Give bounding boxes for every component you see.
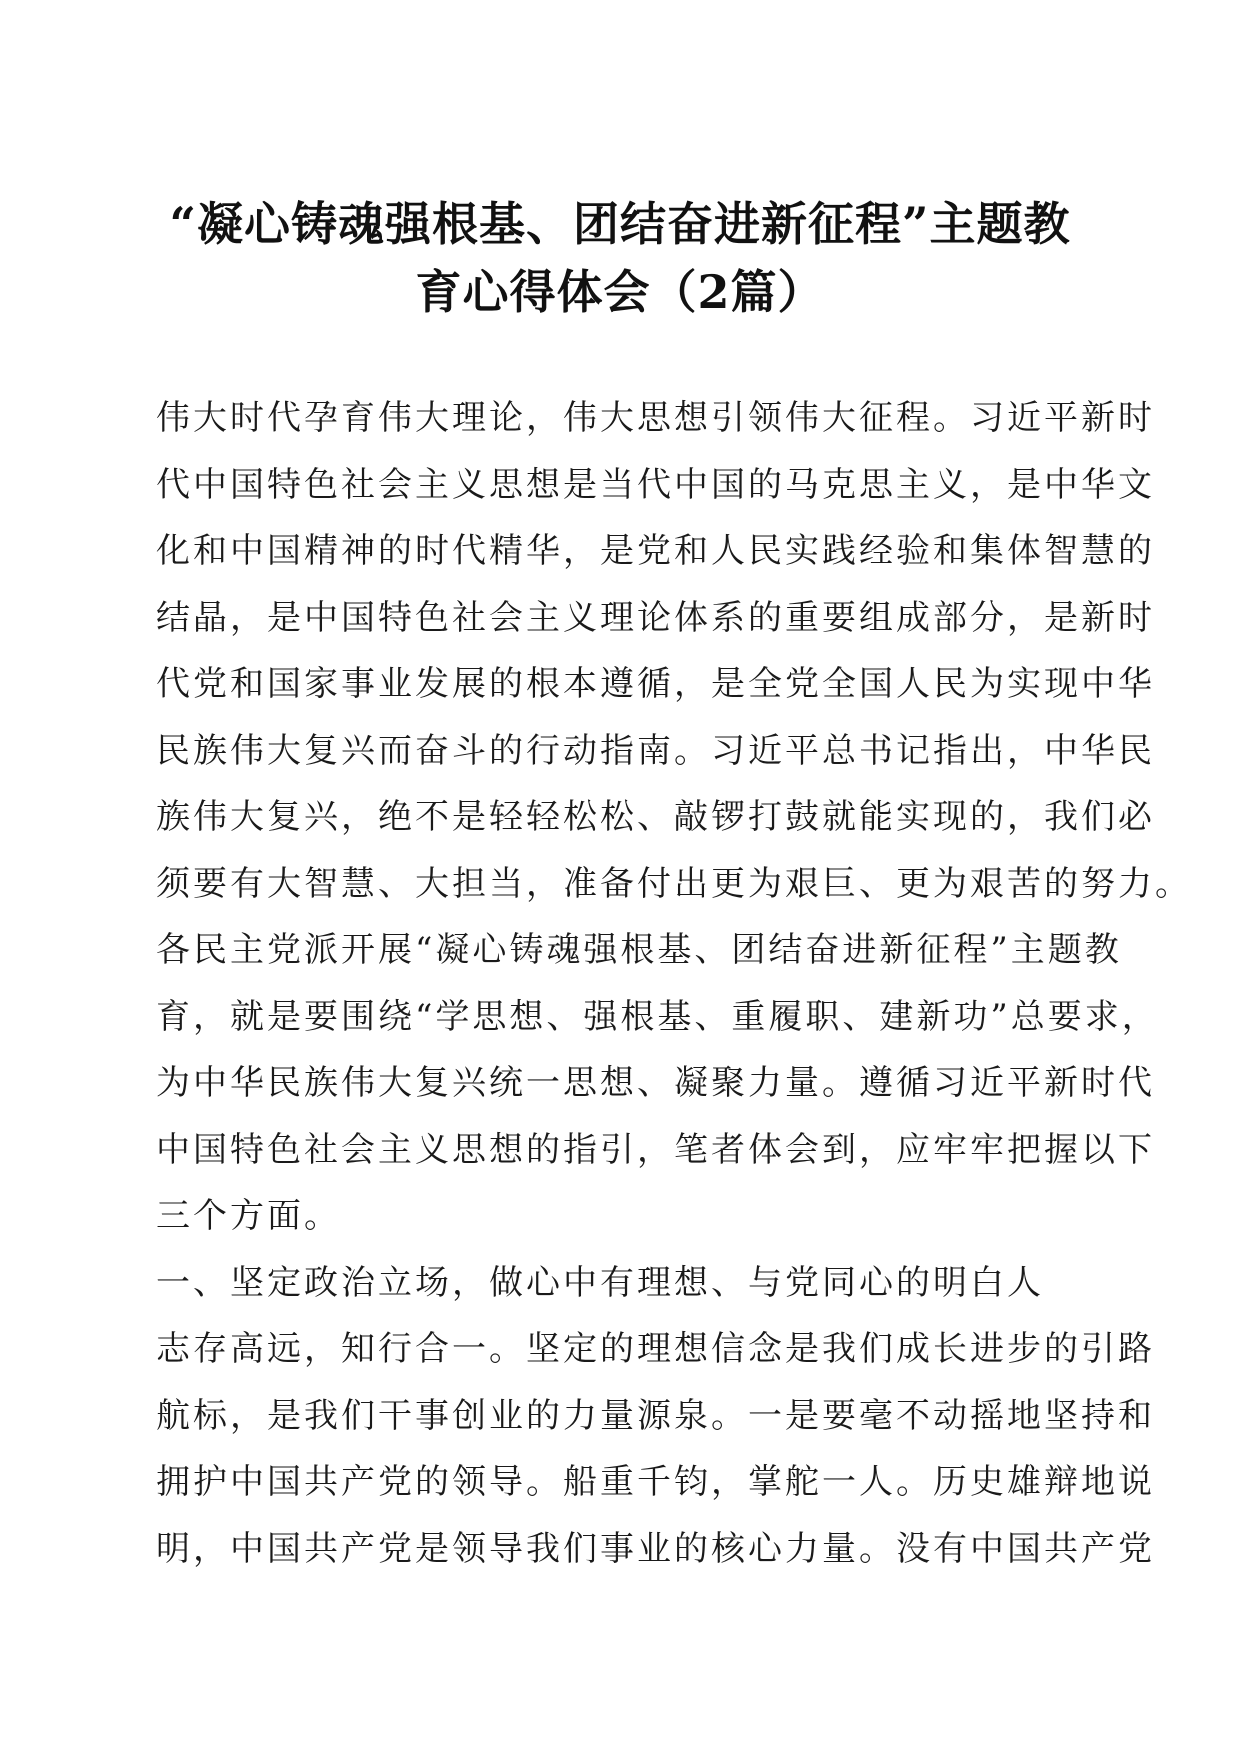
body-line: 结晶，是中国特色社会主义理论体系的重要组成部分，是新时 xyxy=(156,597,1155,638)
body-line: 各民主党派开展“凝心铸魂强根基、团结奋进新征程”主题教 xyxy=(156,930,1122,970)
body-line: 化和中国精神的时代精华，是党和人民实践经验和集体智慧的 xyxy=(156,531,1155,571)
body-line: 明，中国共产党是领导我们事业的核心力量。没有中国共产党 xyxy=(156,1528,1155,1569)
body-line: 代党和国家事业发展的根本遵循，是全党全国人民为实现中华 xyxy=(156,664,1155,704)
body-line: 民族伟大复兴而奋斗的行动指南。习近平总书记指出，中华民 xyxy=(156,730,1155,771)
document-title xyxy=(150,190,1090,326)
body-line: 三个方面。 xyxy=(156,1196,341,1236)
body-line: 拥护中国共产党的领导。船重千钧，掌舵一人。历史雄辩地说 xyxy=(156,1462,1155,1502)
body-line: 志存高远，知行合一。坚定的理想信念是我们成长进步的引路 xyxy=(156,1329,1155,1369)
body-line: 代中国特色社会主义思想是当代中国的马克思主义，是中华文 xyxy=(156,464,1155,505)
body-line: 伟大时代孕育伟大理论，伟大思想引领伟大征程。习近平新时 xyxy=(156,398,1155,438)
body-line: 须要有大智慧、大担当，准备付出更为艰巨、更为艰苦的努力。 xyxy=(156,863,1192,904)
body-line: 族伟大复兴，绝不是轻轻松松、敲锣打鼓就能实现的，我们必 xyxy=(156,797,1155,837)
section-heading: 一、坚定政治立场，做心中有理想、与党同心的明白人 xyxy=(156,1262,1044,1303)
body-line: 航标，是我们干事创业的力量源泉。一是要毫不动摇地坚持和 xyxy=(156,1395,1155,1436)
body-line: 为中华民族伟大复兴统一思想、凝聚力量。遵循习近平新时代 xyxy=(156,1063,1155,1103)
body-line: 育，就是要围绕“学思想、强根基、重履职、建新功”总要求， xyxy=(156,996,1159,1037)
title-line-2: 育心得体会（2篇） xyxy=(415,265,825,319)
title-line-1: “凝心铸魂强根基、团结奋进新征程”主题教 xyxy=(169,197,1071,251)
body-line: 中国特色社会主义思想的指引，笔者体会到，应牢牢把握以下 xyxy=(156,1129,1155,1170)
document-body xyxy=(156,385,1192,1582)
